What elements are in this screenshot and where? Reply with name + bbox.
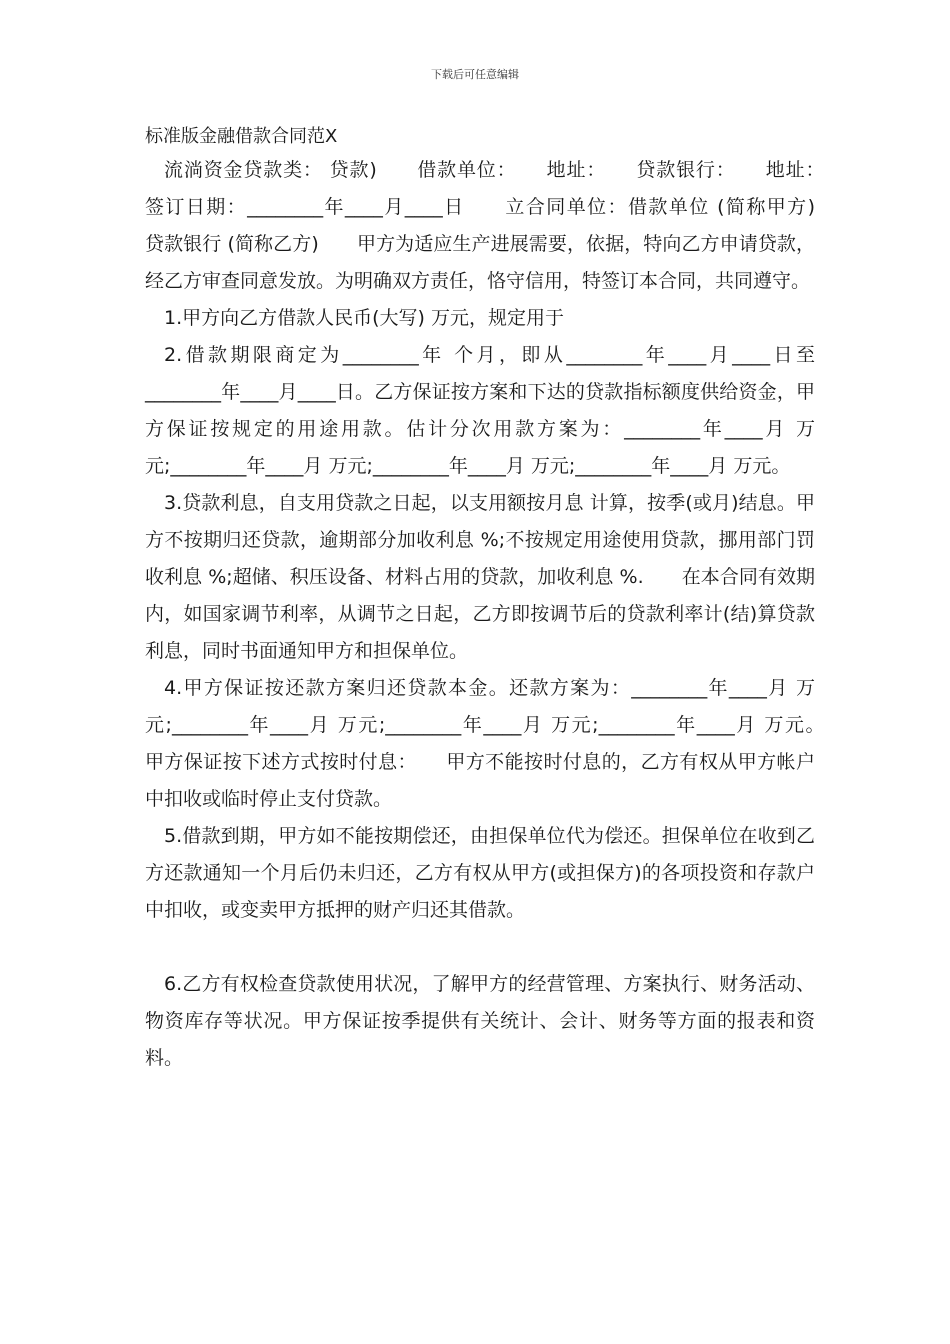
paragraph-clause-2: 2.借款期限商定为________年 个月，即从________年____月____日至________年____月____日。乙方保证按方案和下达的贷款指标额度供给资金，甲方保证按规定的用途用款。估计分次用款方案为：________年____月 万元;________年____月 万元;________年____月 万元;________年____月 万元。 bbox=[145, 344, 815, 477]
paragraph-clause-1: 1.甲方向乙方借款人民币(大写) 万元，规定用于 bbox=[164, 307, 564, 329]
paragraph-clause-5: 5.借款到期，甲方如不能按期偿还，由担保单位代为偿还。担保单位在收到乙方还款通知一个月后仍未归还，乙方有权从甲方(或担保方)的各项投资和存款户中扣收，或变卖甲方抵押的财产归还其借款。 bbox=[145, 825, 815, 921]
paragraph-spacer bbox=[145, 929, 815, 966]
page-header: 下载后可任意编辑 bbox=[431, 68, 519, 81]
paragraph-intro: 流淌资金贷款类： 贷款) 借款单位： 地址： 贷款银行： 地址： 签订日期：________年____月____日 立合同单位：借款单位 (简称甲方) 贷款银行 (简称乙方) 甲方为适应生产进展需要，依据，特向乙方申请贷款，经乙方审查同意发放。为明确双方责任，恪守信用，特签订本合同，共同遵守。 bbox=[145, 159, 854, 292]
document-body bbox=[145, 122, 854, 1077]
paragraph-clause-6: 6.乙方有权检查贷款使用状况，了解甲方的经营管理、方案执行、财务活动、物资库存等状况。甲方保证按季提供有关统计、会计、财务等方面的报表和资料。 bbox=[145, 973, 815, 1069]
paragraph-clause-3: 3.贷款利息，自支用贷款之日起，以支用额按月息 计算，按季(或月)结息。甲方不按期归还贷款，逾期部分加收利息 %;不按规定用途使用贷款，挪用部门罚收利息 %;超储、积压设备、材料占用的贷款，加收利息 %. 在本合同有效期内，如国家调节利率，从调节之日起，乙方即按调节后的贷款利率计(结)算贷款利息，同时书面通知甲方和担保单位。 bbox=[145, 492, 815, 662]
document-title: 标准版金融借款合同范X bbox=[145, 126, 338, 147]
paragraph-clause-4: 4.甲方保证按还款方案归还贷款本金。还款方案为：________年____月 万元;________年____月 万元;________年____月 万元;________年____月 万元。 甲方保证按下述方式按时付息： 甲方不能按时付息的，乙方有权从甲方帐户中扣收或临时停止支付贷款。 bbox=[145, 677, 854, 810]
